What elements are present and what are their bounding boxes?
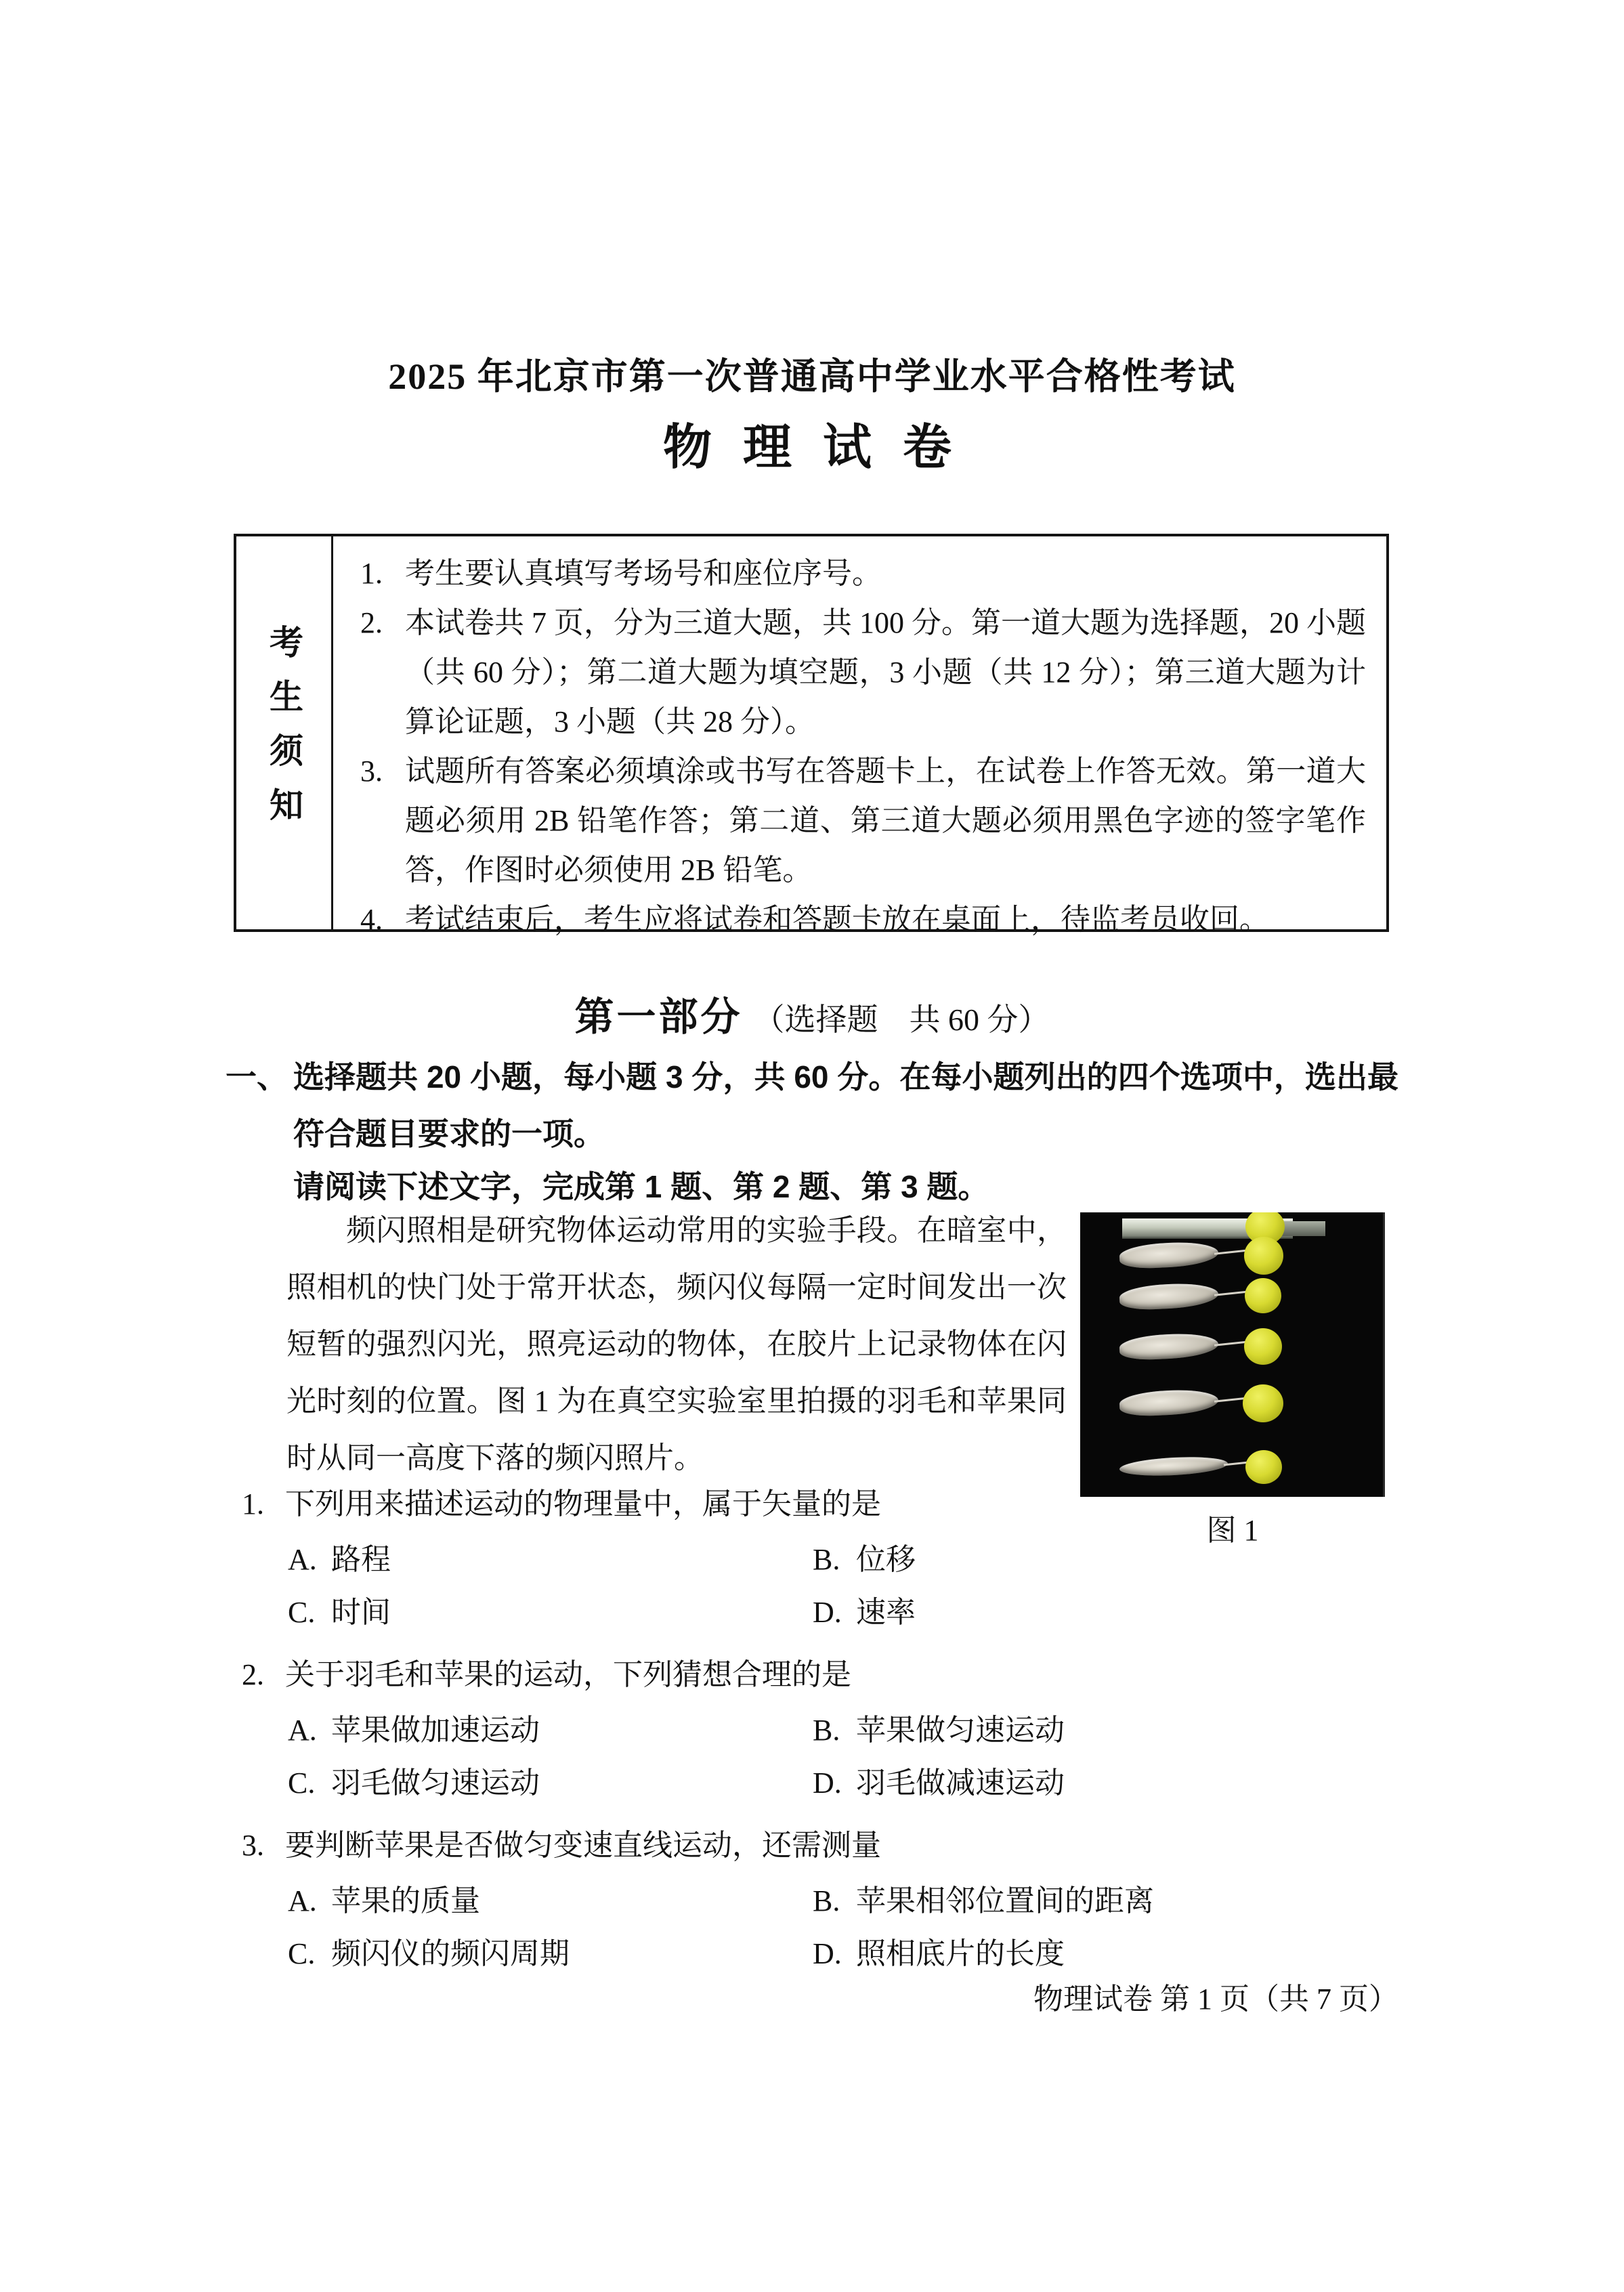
feather-icon-5 [1119,1455,1228,1478]
notice-item-number: 2. [360,606,383,639]
option-text: 频闪仪的频闪周期 [331,1937,570,1970]
notice-item-4 [360,895,1366,944]
option-letter: D. [813,1937,842,1970]
notice-item-list [333,536,1386,936]
apple-icon-3 [1244,1328,1282,1365]
question-3-options-row-2 [234,1936,1392,1972]
reading-prompt: 请阅读下述文字，完成第 1 题、第 2 题、第 3 题。 [293,1169,989,1204]
section-instruction [226,1048,1398,1162]
notice-item-text: 本试卷共 7 页，分为三道大题，共 100 分。第一道大题为选择题，20 小题（共 60 分）；第二道大题为填空题，3 小题（共 12 分）；第三道大题为计算论证题，3 小题（共 28 分）。 [405,606,1366,738]
notice-item-3 [360,746,1366,895]
question-2-option-b [813,1713,1392,1748]
option-letter: B. [813,1884,840,1917]
question-1-stem-row [234,1487,1392,1522]
option-text: 羽毛做减速运动 [856,1766,1065,1800]
figure-1-caption: 图 1 [1206,1514,1259,1547]
question-3-option-d [813,1936,1392,1972]
apple-icon-2 [1245,1278,1281,1313]
option-letter: C. [288,1937,316,1970]
option-text: 苹果相邻位置间的距离 [856,1884,1154,1917]
section-subtitle: （选择题 共 60 分） [753,1002,1050,1037]
question-2-options-row-1 [234,1713,1392,1748]
option-text: 时间 [331,1596,391,1629]
feather-icon-3 [1119,1332,1219,1361]
question-3-option-b [813,1884,1392,1919]
notice-item-number: 4. [360,903,383,936]
exam-title: 2025 年北京市第一次普通高中学业水平合格性考试 [388,356,1236,397]
notice-item-1 [360,549,1366,598]
feather-icon-2 [1119,1281,1219,1311]
notice-item-2 [360,598,1366,746]
question-3-options-row-1 [234,1884,1392,1919]
notice-item-text: 考生要认真填写考场号和座位序号。 [405,557,882,590]
question-number: 1. [242,1487,264,1521]
question-3-stem-row [234,1828,1392,1863]
apple-icon-5 [1245,1450,1282,1484]
instruction-marker: 一、 [226,1059,288,1095]
question-3 [234,1828,1392,1972]
section-heading [0,994,1624,1050]
feather-icon-4 [1119,1388,1219,1418]
question-2-stem-row [234,1657,1392,1693]
option-letter: A. [288,1714,317,1747]
notice-side-label: 考生须知 [265,624,303,841]
option-letter: B. [813,1543,840,1576]
question-stem: 关于羽毛和苹果的运动，下列猜想合理的是 [285,1658,851,1691]
option-text: 位移 [856,1543,916,1576]
option-text: 路程 [331,1543,391,1576]
notice-item-number: 1. [360,557,383,590]
option-text: 苹果做加速运动 [331,1714,540,1747]
question-1-option-b [813,1542,1392,1577]
feather-icon-1 [1119,1240,1219,1270]
option-text: 苹果的质量 [331,1884,480,1917]
option-letter: C. [288,1766,316,1800]
notice-item-text: 试题所有答案必须填涂或书写在答题卡上，在试卷上作答无效。第一道大题必须用 2B 铅笔作答；第二道、第三道大题必须用黑色字迹的签字笔作答，作图时必须使用 2B 铅笔。 [405,755,1366,887]
instruction-text: 选择题共 20 小题，每小题 3 分，共 60 分。在每小题列出的四个选项中，选出最符合题目要求的一项。 [293,1059,1398,1151]
question-2-option-c [288,1766,813,1801]
question-1-option-d [813,1595,1392,1630]
apple-icon-1 [1244,1237,1283,1275]
option-text: 苹果做匀速运动 [856,1714,1065,1747]
strobe-photo [1080,1212,1385,1497]
question-3-option-c [288,1936,813,1972]
option-text: 羽毛做匀速运动 [331,1766,540,1800]
question-1-options-row-2 [234,1595,1392,1630]
question-2 [234,1657,1392,1801]
option-letter: C. [288,1596,316,1629]
passage-text: 频闪照相是研究物体运动常用的实验手段。在暗室中，照相机的快门处于常开状态，频闪仪每隔一定时间发出一次短暂的强烈闪光，照亮运动的物体，在胶片上记录物体在闪光时刻的位置。图 1 为在真空实验室里拍摄的羽毛和苹果同时从同一高度下落的频闪照片。 [286,1214,1067,1474]
apple-icon-4 [1243,1384,1283,1422]
option-text: 速率 [856,1596,916,1629]
option-text: 照相底片的长度 [856,1937,1065,1970]
notice-item-number: 3. [360,755,383,788]
question-stem: 下列用来描述运动的物理量中，属于矢量的是 [285,1487,881,1521]
question-3-option-a [288,1884,813,1919]
question-number: 3. [242,1829,264,1862]
option-letter: B. [813,1714,840,1747]
question-1 [234,1487,1392,1630]
question-2-option-a [288,1713,813,1748]
option-letter: A. [288,1543,317,1576]
notice-side-column [236,536,333,929]
question-stem: 要判断苹果是否做匀变速直线运动，还需测量 [285,1829,881,1862]
question-1-option-c [288,1595,813,1630]
option-letter: A. [288,1884,317,1917]
question-1-option-a [288,1542,813,1577]
question-2-option-d [813,1766,1392,1801]
question-number: 2. [242,1658,264,1691]
question-2-options-row-2 [234,1766,1392,1801]
page-footer: 物理试卷 第 1 页（共 7 页） [1033,1982,1398,2016]
question-1-options-row-1 [234,1542,1392,1577]
option-letter: D. [813,1596,842,1629]
question-list [234,1487,1392,1999]
subject-title: 物 理 试 卷 [662,421,961,475]
section-title: 第一部分 [574,995,743,1039]
option-letter: D. [813,1766,842,1800]
release-bar-end [1281,1221,1325,1236]
candidate-notice-box [234,534,1389,936]
notice-item-text: 考试结束后，考生应将试卷和答题卡放在桌面上，待监考员收回。 [405,903,1269,936]
